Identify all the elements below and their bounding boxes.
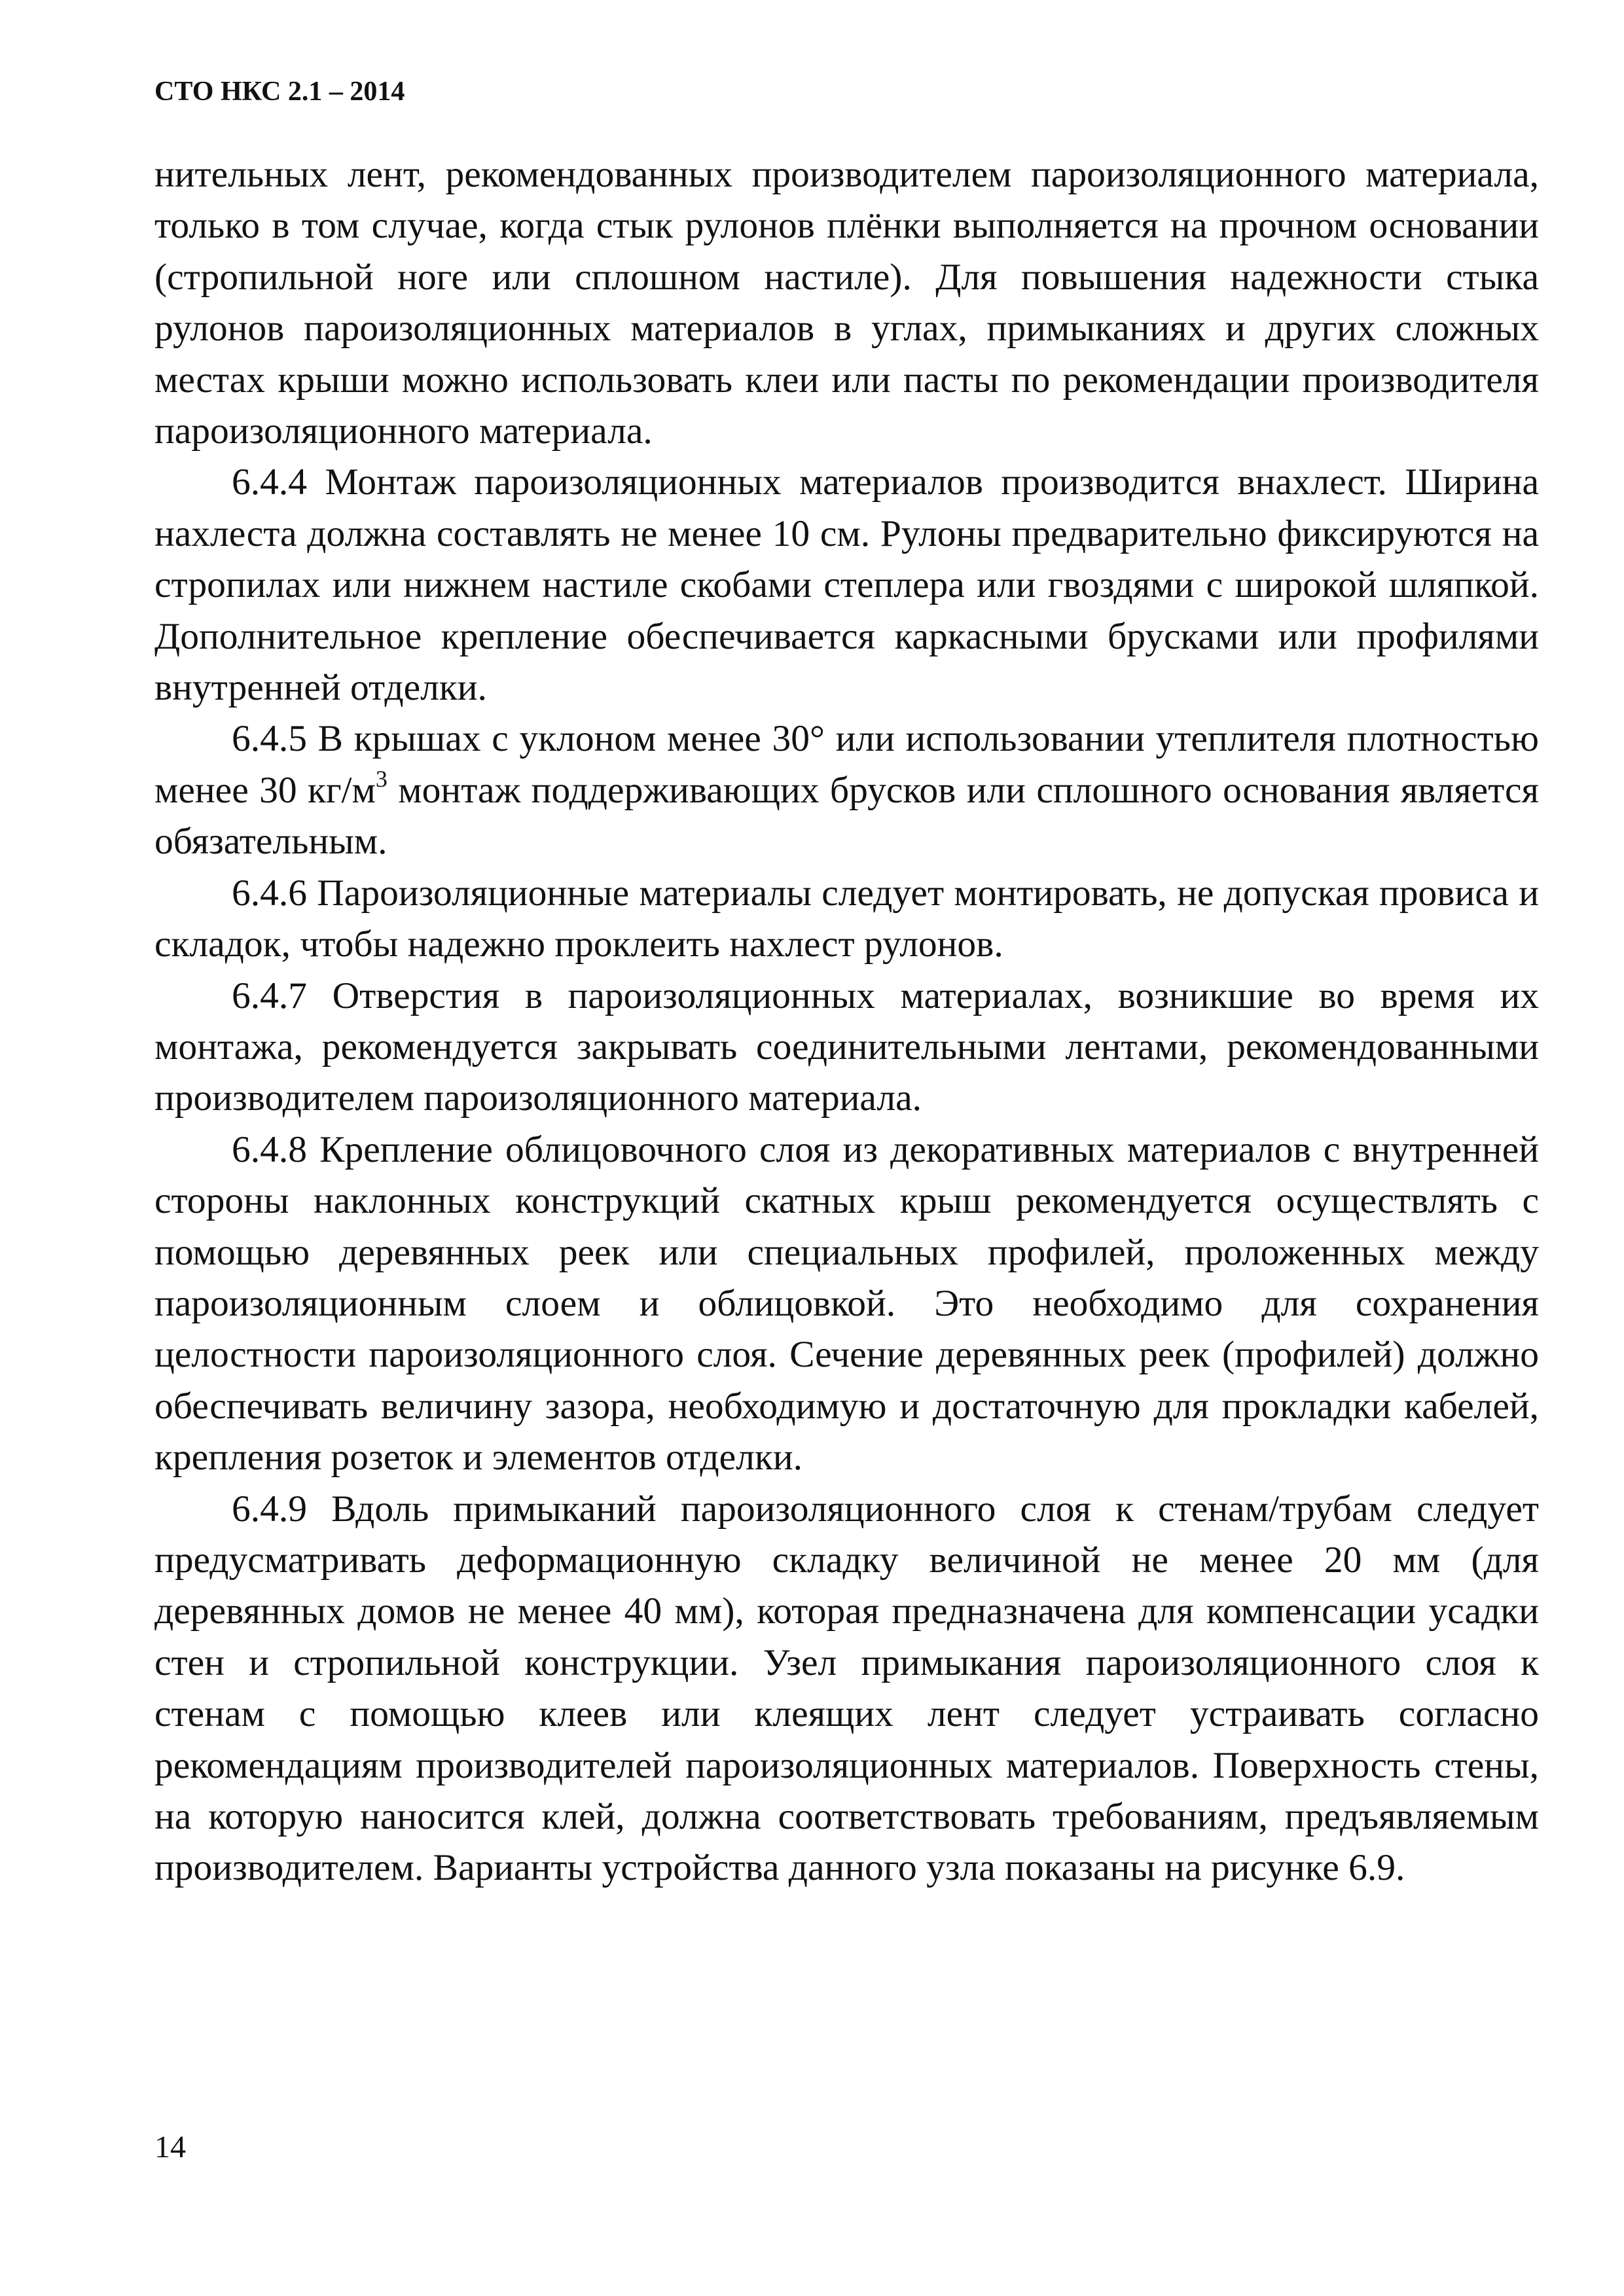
paragraph-6-4-5 bbox=[154, 713, 1539, 867]
paragraph-continuation: нительных лент, рекомендованных производителем пароизоляционного материала, только в том случае, когда стык рулонов плёнки выполняется на прочном основании (стропильной ноге или сплошном настиле). Для повышения надежности стыка рулонов пароизоляционных материалов в углах, примыканиях и других сложных местах крыши можно использовать клеи или пасты по рекомендации производителя пароизоляционного материала. bbox=[154, 154, 1539, 452]
paragraph-6-4-6: 6.4.6 Пароизоляционные материалы следует монтировать, не допуская провиса и складок, чтобы надежно проклеить нахлест рулонов. bbox=[154, 872, 1539, 965]
paragraph-6-4-5-text-before: 6.4.5 В крышах с уклоном менее 30° или использовании утеплителя плотностью менее 30 кг/м bbox=[154, 718, 1539, 811]
paragraph-6-4-4: 6.4.4 Монтаж пароизоляционных материалов производится внахлест. Ширина нахлеста должна составлять не менее 10 см. Рулоны предварительно фиксируются на стропилах или нижнем настиле скобами степлера или гвоздями с широкой шляпкой. Дополнительное крепление обеспечивается каркасными брусками или профилями внутренней отделки. bbox=[154, 461, 1539, 709]
paragraph-6-4-7: 6.4.7 Отверстия в пароизоляционных материалах, возникшие во время их монтажа, рекомендуется закрывать соединительными лентами, рекомендованными производителем пароизоляционного материала. bbox=[154, 975, 1539, 1119]
document-header-code: СТО НКС 2.1 – 2014 bbox=[154, 77, 405, 107]
paragraph-6-4-8: 6.4.8 Крепление облицовочного слоя из декоративных материалов с внутренней стороны наклонных конструкций скатных крыш рекомендуется осуществлять с помощью деревянных реек или специальных профилей, проложенных между пароизоляционным слоем и облицовкой. Это необходимо для сохранения целостности пароизоляционного слоя. Сечение деревянных реек (профилей) должно обеспечивать величину зазора, необходимую и достаточную для прокладки кабелей, крепления розеток и элементов отделки. bbox=[154, 1128, 1539, 1479]
document-body bbox=[154, 149, 1539, 1894]
page-number: 14 bbox=[154, 2130, 186, 2164]
superscript-cubic: 3 bbox=[375, 765, 388, 792]
paragraph-6-4-9: 6.4.9 Вдоль примыканий пароизоляционного слоя к стенам/трубам следует предусматривать деформационную складку величиной не менее 20 мм (для деревянных домов не менее 40 мм), которая предназначена для компенсации усадки стен и стропильной конструкции. Узел примыкания пароизоляционного слоя к стенам с помощью клеев или клеящих лент следует устраивать согласно рекомендациям производителей пароизоляционных материалов. Поверхность стены, на которую наносится клей, должна соответствовать требованиям, предъявляемым производителем. Варианты устройства данного узла показаны на рисунке 6.9. bbox=[154, 1488, 1539, 1889]
paragraph-6-4-5-text-after: монтаж поддерживающих брусков или сплошного основания является обязательным. bbox=[154, 769, 1540, 863]
